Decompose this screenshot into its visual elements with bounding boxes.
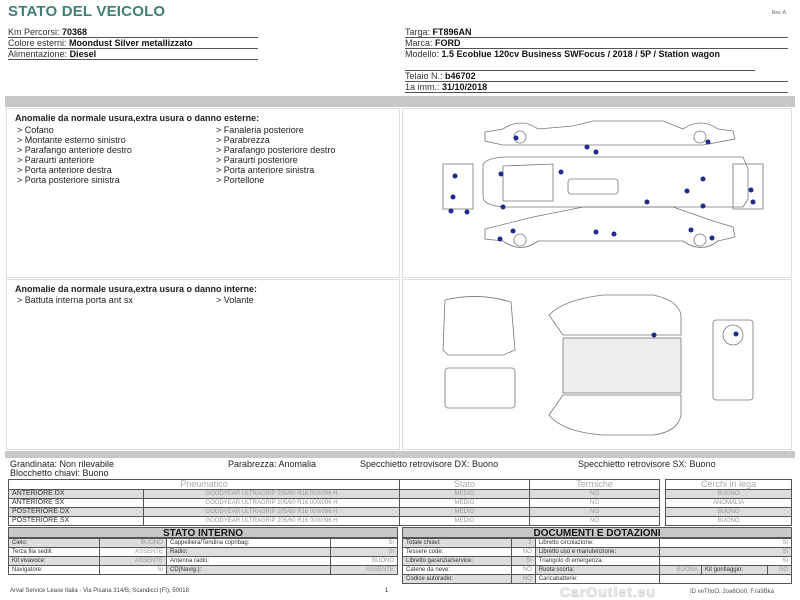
field-label: Catene da neve: [403,566,512,575]
damage-dot [511,229,516,234]
damage-dot [559,170,564,175]
specchietto-sx-status: Specchietto retrovisore SX: Buono [578,459,716,469]
damage-dot [645,200,650,205]
section-divider [5,96,795,107]
tire-termiche: NO [530,490,660,499]
damage-dot [499,172,504,177]
field-value: SI [512,557,536,566]
header-termiche: Termiche [530,480,660,490]
external-damage-list-2 [216,125,335,185]
telaio-value: b46702 [445,71,476,81]
marca-row [405,38,788,49]
vehicle-info-left [8,27,258,60]
roof-outline [445,368,515,408]
damage-dot [498,237,503,242]
table-row [9,566,398,575]
damage-dot [451,195,456,200]
internal-damage-list-1 [17,295,133,305]
table-row [403,548,792,557]
field-label: Ruota scorta: [535,566,659,575]
tire-stato: MEDIO [400,517,530,526]
status-left [10,460,114,478]
tire-model: GOODYEAR ULTRAGRIP 205/60 R16 000/096 H [144,508,400,517]
damage-dot [449,209,454,214]
internal-damage-panel [6,279,400,450]
alimentazione-row [8,49,258,60]
modello-row [405,49,755,71]
field-value: BUONO [100,539,167,548]
tire-position: ANTERIORE DX [9,490,144,499]
damage-item: > Porta anteriore sinistra [216,165,315,175]
damage-dot [701,204,706,209]
targa-value: FT896AN [432,27,472,37]
parabrezza-status: Parabrezza: Anomalia [228,459,317,469]
imm-value: 31/10/2018 [442,82,488,92]
table-row [403,539,792,548]
tire-termiche: NO [530,499,660,508]
damage-item: > Parafango posteriore destro [216,145,336,155]
damage-item: > Paraurti posteriore [216,155,298,165]
damage-dot [594,230,599,235]
tire-model: GOODYEAR ULTRAGRIP 205/60 R16 000/096 H [144,490,400,499]
telaio-row [405,71,788,82]
table-row [9,539,398,548]
targa-row [405,27,788,38]
external-diagram-panel [402,108,792,278]
tire-termiche: NO [530,508,660,517]
damage-dot [594,150,599,155]
field-value: 2 [512,539,536,548]
cabin-outline [563,338,681,393]
colore-row [8,38,258,49]
revision-label: Rev. A [771,10,786,16]
field-value: ASSENTE [100,548,167,557]
field-label: Cielo: [9,539,100,548]
doors-bottom-outline [549,395,681,435]
telaio-label: Telaio N.: [405,71,443,81]
damage-dot [706,140,711,145]
field-value [660,575,792,584]
field-label: Antenna radio: [166,557,330,566]
table-row [9,548,398,557]
imm-label: 1a imm.: [405,82,440,92]
footer-address: Arval Service Lease Italia - Via Pisana 314/B, Scandicci (FI), 50018 [10,588,189,594]
tire-position: POSTERIORE DX [9,508,144,517]
field-label: Navigatore: [9,566,100,575]
cerchi-value: BUONO [666,517,792,526]
km-label: Km Percorsi: [8,27,60,37]
tire-row [9,517,660,526]
field-value: SI [660,557,792,566]
damage-dot [585,145,590,150]
header-pneumatico: Pneumatico [9,480,400,490]
cerchi-table [665,479,792,526]
car-front-outline [443,164,473,209]
internal-damage-list-2 [216,295,254,305]
doors-top-outline [549,295,681,335]
car-top-outline [483,157,748,207]
field-label: Caricabatterie: [535,575,659,584]
field-value: NO [512,548,536,557]
field-label: Kit gonfiaggio: [701,566,767,575]
field-label: Libretto uso e manutenzione: [535,548,659,557]
documenti-title: DOCUMENTI E DOTAZIONI [402,527,792,538]
damage-item: > Volante [216,295,254,305]
field-value: SI [660,548,792,557]
tire-model: GOODYEAR ULTRAGRIP 205/60 R16 000/096 H [144,499,400,508]
specchietto-dx-status: Specchietto retrovisore DX: Buono [360,459,499,469]
damage-dot [652,333,657,338]
alimentazione-label: Alimentazione: [8,49,68,59]
km-row [8,27,258,38]
damage-dot [689,228,694,233]
marca-label: Marca: [405,38,433,48]
documenti-table [402,538,792,584]
field-value: SI [100,566,167,575]
tire-model: GOODYEAR ULTRAGRIP 205/60 R16 000/096 H [144,517,400,526]
field-label: Cappelliera/Tendina copribag: [166,539,330,548]
tire-row [9,508,660,517]
tire-position: POSTERIORE SX [9,517,144,526]
cerchi-value: BUONO [666,508,792,517]
field-label: Libretto garanzia/service: [403,557,512,566]
field-label: Triangolo di emergenza: [535,557,659,566]
damage-dot [501,205,506,210]
header-stato: Stato [400,480,530,490]
damage-dot [465,210,470,215]
field-value: BUONO [331,557,398,566]
cerchi-row [666,517,792,526]
external-damage-title: Anomalie da normale usura,extra usura o danno esterne: [15,113,260,123]
damage-item: > Montante esterno sinistro [17,135,126,145]
stato-interno-table [8,538,398,575]
damage-dot [514,136,519,141]
damage-dot [685,189,690,194]
tire-row [9,499,660,508]
damage-dot [751,200,756,205]
vehicle-info-right [405,27,788,93]
imm-row [405,82,788,93]
damage-dot [612,232,617,237]
field-label: Libretto circolazione: [535,539,659,548]
damage-dot [701,177,706,182]
field-value: NO [512,575,536,584]
damage-item: > Porta anteriore destra [17,165,112,175]
dashboard-outline [713,320,753,400]
documenti-section [402,527,792,584]
tire-stato: MEDIO [400,508,530,517]
tire-position: ANTERIORE SX [9,499,144,508]
cerchi-value: ANOMALIA [666,499,792,508]
damage-item: > Fanaleria posteriore [216,125,304,135]
damage-dot [453,174,458,179]
field-label: Totale chiavi: [403,539,512,548]
table-row [403,575,792,584]
field-value: ASSENTE [331,566,398,575]
page-number: 1 [385,588,389,594]
damage-item: > Parabrezza [216,135,270,145]
alimentazione-value: Diesel [69,49,97,59]
km-value: 70368 [62,27,88,37]
damage-item: > Porta posteriore sinistra [17,175,120,185]
targa-label: Targa: [405,27,431,37]
field-value: SI [331,539,398,548]
watermark: CarOutlet.eu [560,584,657,600]
internal-diagram-panel [402,279,792,450]
stato-interno-section [8,527,398,575]
cerchi-row [666,508,792,517]
section-divider [5,451,795,458]
external-damage-list-1 [17,125,132,185]
tire-stato: MEDIO [400,490,530,499]
modello-value: 1.5 Ecoblue 120cv Business SWFocus / 2018 / 5P / Station wagon [441,49,720,59]
field-label: CD(Navig.): [166,566,330,575]
header-cerchi: Cerchi in lega [666,480,792,490]
table-row [9,557,398,566]
car-interior-diagram [403,280,793,451]
damage-dot [749,188,754,193]
field-value: SI [331,548,398,557]
cerchi-value: BUONO [666,490,792,499]
cerchi-row [666,499,792,508]
stato-interno-title: STATO INTERNO [8,527,398,538]
page-title: STATO DEL VEICOLO [8,3,166,20]
damage-item: > Parafango anteriore destro [17,145,132,155]
tire-row [9,490,660,499]
field-value: ASSENTE [100,557,167,566]
internal-damage-title: Anomalie da normale usura,extra usura o danno interne: [15,284,258,294]
field-label: Tessere code: [403,548,512,557]
damage-dot [734,332,739,337]
tire-stato: MEDIO [400,499,530,508]
field-label: Codice autoradio: [403,575,512,584]
table-row [403,566,792,575]
field-value: SI [660,539,792,548]
modello-label: Modello: [405,49,440,59]
blocchetto-status: Blocchetto chiavi: Buono [10,468,109,478]
external-damage-panel [6,108,400,278]
tires-table [8,479,660,526]
damage-item: > Paraurti anteriore [17,155,95,165]
damage-item: > Battuta interna porta ant sx [17,295,133,305]
colore-value: Moondust Silver metallizzato [69,38,193,48]
car-side-top-outline [485,121,735,145]
field-label: Radio: [166,548,330,557]
document-id: ID veTItoO, 2oa6Oo0, F.ra9Bka [690,589,775,595]
trunk-outline [443,296,515,355]
field-label: Kit vivavoce: [9,557,100,566]
field-value: NO [512,566,536,575]
grandinata-status: Grandinata: Non rilevabile [10,459,115,469]
car-exterior-diagram [403,109,793,279]
tire-termiche: NO [530,517,660,526]
car-side-bottom-outline [485,207,735,248]
field-label: Terza fila sedili: [9,548,100,557]
damage-dots [449,136,756,242]
field-value: BUONA [660,566,702,575]
damage-item: > Cofano [17,125,54,135]
cerchi-row [666,490,792,499]
colore-label: Colore esterni: [8,38,67,48]
marca-value: FORD [435,38,461,48]
damage-item: > Portellone [216,175,265,185]
damage-dot [710,236,715,241]
field-value: NO [768,566,792,575]
table-row [403,557,792,566]
